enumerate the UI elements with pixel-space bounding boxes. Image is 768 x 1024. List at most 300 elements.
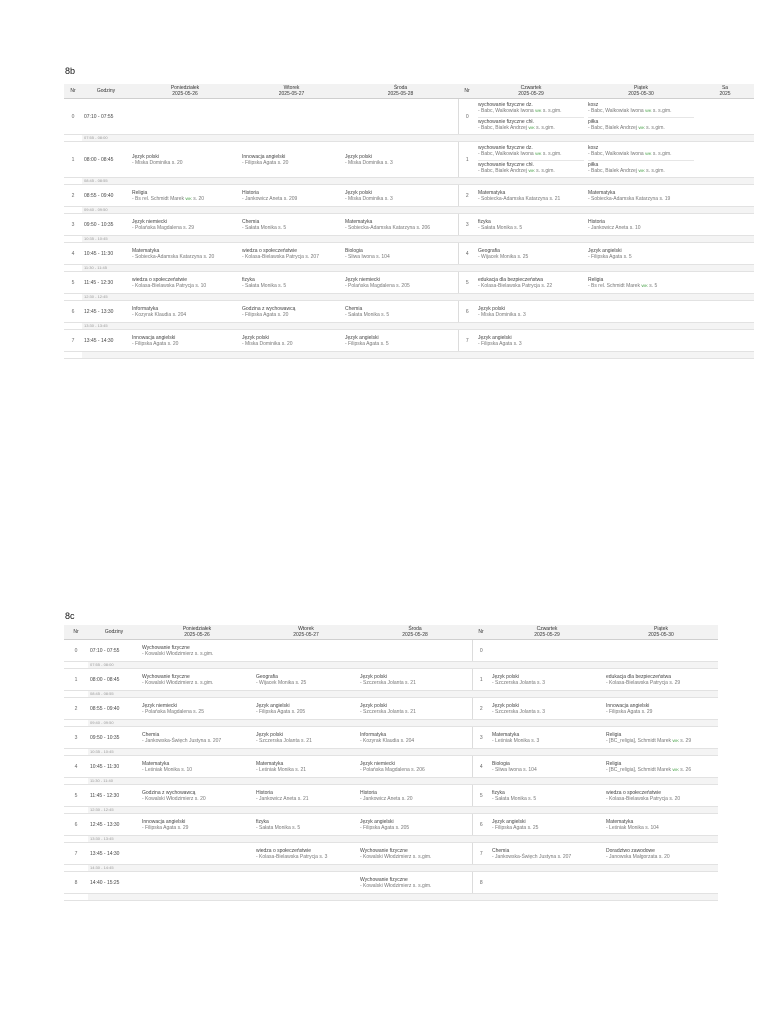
lesson-entry[interactable] (588, 117, 694, 131)
lesson-cell (696, 214, 754, 236)
break-cell (343, 294, 458, 301)
lesson-entry[interactable] (588, 160, 694, 174)
lesson-entry[interactable] (242, 277, 341, 289)
lesson-details (360, 854, 470, 860)
break-cell (586, 294, 696, 301)
lesson-room: s. 25 (517, 253, 529, 260)
break-cell (490, 865, 604, 872)
lesson-entry[interactable] (360, 877, 470, 889)
lesson-entry[interactable] (492, 790, 602, 802)
lesson-details (345, 341, 456, 347)
break-cell (343, 236, 458, 243)
lesson-cell (604, 814, 718, 836)
break-cell (490, 691, 604, 698)
lesson-cell (140, 872, 254, 894)
lesson-row (64, 330, 754, 352)
break-cell (604, 865, 718, 872)
lesson-entry[interactable] (256, 674, 356, 686)
lesson-entry[interactable] (132, 335, 238, 347)
lesson-subject: kosz (588, 145, 599, 151)
lesson-details (345, 254, 456, 260)
header-day-date: 2025-05-27 (278, 91, 305, 97)
lesson-cell (696, 301, 754, 323)
lesson-room: s. s.gim. (652, 108, 672, 114)
lesson-cell (604, 872, 718, 894)
break-time: 12:30 - 12:45 (88, 807, 140, 814)
lesson-number-mid: 7 (458, 330, 476, 352)
break-cell (254, 720, 358, 727)
lesson-entry[interactable] (256, 790, 356, 802)
lesson-teacher: - [BC_religia], Schmidt Marek (606, 766, 672, 773)
lesson-subject: wychowanie fizyczne dz. (478, 102, 533, 108)
lesson-entry[interactable] (132, 248, 238, 260)
lesson-entry[interactable] (588, 145, 694, 157)
header-hours: Godziny (88, 625, 140, 640)
lesson-entry[interactable] (360, 674, 470, 686)
lesson-details (606, 709, 716, 715)
lesson-subject: piłka (588, 162, 599, 168)
lesson-teacher: - Kolasa-Bielawska Patrycja (132, 282, 194, 289)
lesson-cell (343, 99, 458, 135)
lesson-entry[interactable] (360, 848, 470, 860)
lesson-room: s. s.gim. (652, 151, 672, 157)
wk-badge: WK (535, 151, 542, 156)
lesson-subject: kosz (588, 102, 599, 108)
lesson-entry[interactable] (478, 219, 584, 231)
lesson-cell (696, 142, 754, 178)
lesson-teacher: - Sałata Monika (478, 224, 513, 231)
break-cell (254, 691, 358, 698)
lesson-number: 2 (64, 698, 88, 720)
lesson-details (492, 796, 602, 802)
lesson-entry[interactable] (360, 703, 470, 715)
lesson-subject: Język polski (492, 702, 519, 709)
lesson-entry[interactable] (478, 102, 584, 114)
lesson-number-mid: 1 (472, 669, 490, 691)
break-cell (240, 323, 343, 330)
lesson-room: s. 20 (167, 340, 179, 347)
lesson-room: s. 20 (658, 853, 670, 860)
lesson-subject: Matematyka (588, 189, 616, 196)
wk-badge: WK (528, 168, 535, 173)
header-day (490, 625, 604, 640)
lesson-room: s. s.gim. (542, 151, 562, 157)
lesson-room: s. 10 (195, 282, 207, 289)
break-cell (343, 135, 458, 142)
lesson-teacher: - Miska Dominika (345, 195, 384, 202)
lesson-teacher: - Kolasa-Bielawska Patrycja (606, 795, 668, 802)
lesson-cell (490, 727, 604, 749)
lesson-number: 4 (64, 756, 88, 778)
lesson-teacher: - Sobiecka-Adamska Katarzyna (588, 195, 659, 202)
lesson-entry[interactable] (142, 645, 252, 657)
lesson-details (256, 709, 356, 715)
lesson-subject: Godzina z wychowawcą (142, 789, 196, 796)
lesson-entry[interactable] (478, 145, 584, 157)
lesson-cell (343, 142, 458, 178)
break-cell (696, 178, 754, 185)
lesson-details (256, 854, 356, 860)
header-day-name: Czwartek (536, 626, 558, 632)
header-day (586, 84, 696, 99)
lesson-cell (240, 272, 343, 294)
lesson-room: s. 5 (528, 795, 537, 802)
break-cell (604, 778, 718, 785)
lesson-entry[interactable] (256, 732, 356, 744)
lesson-entry[interactable] (606, 790, 716, 802)
lesson-subject: Innowacja angielski (242, 153, 286, 160)
lesson-details (132, 254, 238, 260)
break-cell (476, 294, 586, 301)
break-cell (696, 294, 754, 301)
lesson-subject: Język polski (132, 153, 159, 160)
header-day-date: 2025-05-28 (402, 632, 428, 638)
lesson-room: s. 209 (283, 195, 298, 202)
break-cell (130, 265, 240, 272)
lesson-entry[interactable] (345, 219, 456, 231)
lesson-cell (140, 814, 254, 836)
break-cell (472, 691, 490, 698)
lesson-teacher: - Filipska Agata (256, 708, 291, 715)
lesson-room: s. 5 (514, 224, 523, 231)
lesson-entry[interactable] (345, 335, 456, 347)
header-nr: Nr (64, 84, 82, 99)
header-day-date: 2025-05-29 (534, 632, 560, 638)
lesson-entry[interactable] (492, 848, 602, 860)
lesson-subject: Matematyka (606, 818, 634, 825)
lesson-teacher: - Jankowska-Święch Justyna (492, 853, 557, 860)
lesson-entry[interactable] (606, 674, 716, 686)
lesson-hours: 11:45 - 12:30 (88, 785, 140, 807)
lesson-entry[interactable] (606, 761, 716, 773)
lesson-entry[interactable] (588, 277, 694, 289)
lesson-details (256, 680, 356, 686)
lesson-room: s. 206 (411, 766, 425, 773)
lesson-cell (254, 843, 358, 865)
lesson-entry[interactable] (345, 248, 456, 260)
lesson-subject: Religia (132, 189, 148, 196)
lesson-teacher: - Kolasa-Bielawska Patrycja (256, 853, 318, 860)
lesson-number-mid: 4 (472, 756, 490, 778)
lesson-cell (254, 872, 358, 894)
lesson-entry[interactable] (242, 335, 341, 347)
break-cell (696, 236, 754, 243)
lesson-subject: Religia (606, 731, 622, 738)
lesson-subject: Wychowanie fizyczne (360, 876, 408, 883)
lesson-entry[interactable] (345, 190, 456, 202)
break-cell (130, 323, 240, 330)
lesson-cell (476, 272, 586, 294)
lesson-details (132, 196, 238, 202)
lesson-details (588, 283, 694, 289)
lesson-subject: wiedza o społeczeństwie (242, 247, 298, 254)
lesson-entry[interactable] (242, 190, 341, 202)
lesson-entry[interactable] (132, 190, 238, 202)
lesson-subject: Doradztwo zawodowe (606, 847, 655, 854)
break-spacer (64, 294, 82, 301)
lesson-entry[interactable] (588, 248, 694, 260)
lesson-subject: Język angielski (588, 247, 622, 254)
break-spacer (64, 778, 88, 785)
lesson-entry[interactable] (142, 790, 252, 802)
break-cell (696, 265, 754, 272)
lesson-details (606, 825, 716, 831)
lesson-entry[interactable] (360, 819, 470, 831)
lesson-entry[interactable] (478, 335, 584, 347)
lesson-entry[interactable] (256, 819, 356, 831)
lesson-subject: wychowanie fizyczne chł. (478, 162, 534, 168)
break-spacer (64, 662, 88, 669)
lesson-subject: Godzina z wychowawcą (242, 305, 296, 312)
break-row (64, 265, 754, 272)
lesson-entry[interactable] (132, 277, 238, 289)
lesson-teacher: - Leśniak Monika (606, 824, 644, 831)
lesson-room: s. 29 (669, 679, 681, 686)
break-cell (130, 135, 240, 142)
break-spacer (64, 207, 82, 214)
lesson-entry[interactable] (142, 761, 252, 773)
lesson-subject: Historia (588, 218, 605, 225)
lesson-cell (240, 142, 343, 178)
class-title-8b: 8b (65, 66, 76, 76)
lesson-entry[interactable] (606, 819, 716, 831)
lesson-teacher: - Kolasa-Bielawska Patrycja (606, 679, 668, 686)
lesson-entry[interactable] (478, 190, 584, 202)
break-row (64, 352, 754, 359)
lesson-row (64, 272, 754, 294)
lesson-row (64, 814, 718, 836)
lesson-teacher: - Miska Dominika (345, 159, 384, 166)
lesson-entry[interactable] (478, 277, 584, 289)
lesson-subject: Matematyka (142, 760, 170, 767)
break-cell (358, 778, 472, 785)
break-cell (490, 662, 604, 669)
lesson-entry[interactable] (588, 190, 694, 202)
lesson-details (360, 709, 470, 715)
lesson-entry[interactable] (360, 790, 470, 802)
lesson-subject: Historia (242, 189, 259, 196)
lesson-hours: 08:55 - 09:40 (82, 185, 130, 207)
lesson-cell (476, 185, 586, 207)
lesson-entry[interactable] (132, 154, 238, 166)
wk-badge: WK (185, 195, 192, 201)
lesson-number: 7 (64, 330, 82, 352)
header-day-date: 2025-05-27 (293, 632, 319, 638)
lesson-row (64, 669, 718, 691)
lesson-number: 2 (64, 185, 82, 207)
lesson-teacher: - Jankowicz Aneta (588, 224, 629, 231)
lesson-cell (490, 756, 604, 778)
lesson-room: s. 3 (319, 853, 328, 860)
break-cell (130, 207, 240, 214)
break-spacer (64, 691, 88, 698)
lesson-hours: 10:45 - 11:30 (82, 243, 130, 265)
lesson-entry[interactable] (142, 819, 252, 831)
lesson-cell (586, 185, 696, 207)
lesson-entry[interactable] (478, 160, 584, 174)
header-day-date: 2025-05-26 (184, 632, 210, 638)
lesson-entry[interactable] (132, 306, 238, 318)
break-spacer (64, 720, 88, 727)
lesson-entry[interactable] (345, 306, 456, 318)
lesson-entry[interactable] (345, 277, 456, 289)
break-cell (130, 352, 240, 359)
lesson-subject: wiedza o społeczeństwie (132, 276, 188, 283)
lesson-subject: Matematyka (492, 731, 520, 738)
lesson-teacher: - Kowalski Włodzimierz (360, 882, 412, 889)
lesson-row (64, 727, 718, 749)
lesson-room: s. 21 (295, 766, 307, 773)
lesson-entry[interactable] (360, 732, 470, 744)
lesson-entry[interactable] (256, 703, 356, 715)
header-day (604, 625, 718, 640)
break-cell (140, 778, 254, 785)
lesson-entry[interactable] (588, 219, 694, 231)
lesson-hours: 12:45 - 13:30 (88, 814, 140, 836)
lesson-details (360, 738, 470, 744)
lesson-teacher: - Sobiecka-Adamska Katarzyna (345, 224, 416, 231)
lesson-cell (358, 727, 472, 749)
lesson-room: s. 205 (291, 708, 306, 715)
break-cell (458, 265, 476, 272)
lesson-details (478, 254, 584, 260)
lesson-cell (586, 301, 696, 323)
lesson-entry[interactable] (478, 248, 584, 260)
lesson-entry[interactable] (242, 306, 341, 318)
lesson-entry[interactable] (478, 306, 584, 318)
lesson-cell (358, 814, 472, 836)
lesson-room: s. 204 (400, 737, 415, 744)
break-time: 09:40 - 09:50 (88, 720, 140, 727)
lesson-details (132, 312, 238, 318)
break-cell (140, 807, 254, 814)
lesson-entry[interactable] (588, 102, 694, 114)
break-time: 09:40 - 09:50 (82, 207, 130, 214)
break-cell (140, 865, 254, 872)
lesson-cell (696, 243, 754, 265)
lesson-details (478, 125, 584, 131)
lesson-room: s. s.gim. (646, 168, 665, 174)
lesson-entry[interactable] (132, 219, 238, 231)
lesson-cell (254, 785, 358, 807)
lesson-subject: Język polski (242, 334, 269, 341)
lesson-teacher: - Filipska Agata (606, 708, 641, 715)
break-cell (472, 894, 490, 901)
lesson-number: 6 (64, 301, 82, 323)
lesson-details (242, 225, 341, 231)
lesson-subject: Wychowanie fizyczne (142, 644, 190, 651)
lesson-teacher: - [BC_religia], Schmidt Marek (606, 737, 672, 744)
lesson-entry[interactable] (492, 674, 602, 686)
lesson-cell (240, 99, 343, 135)
lesson-details (588, 125, 694, 131)
lesson-entry[interactable] (242, 248, 341, 260)
break-cell (476, 265, 586, 272)
lesson-entry[interactable] (256, 761, 356, 773)
wk-badge: WK (638, 168, 645, 173)
break-cell (130, 294, 240, 301)
lesson-entry[interactable] (492, 732, 602, 744)
lesson-teacher: - Sobiecka-Adamska Katarzyna (478, 195, 549, 202)
break-cell (696, 207, 754, 214)
break-cell (358, 894, 472, 901)
lesson-details (492, 854, 602, 860)
lesson-entry[interactable] (492, 703, 602, 715)
lesson-entry[interactable] (142, 674, 252, 686)
lesson-subject: Informatyka (360, 731, 387, 738)
lesson-entry[interactable] (606, 703, 716, 715)
lesson-room: s. 25 (193, 708, 204, 715)
break-cell (254, 778, 358, 785)
lesson-entry[interactable] (478, 117, 584, 131)
lesson-entry[interactable] (242, 154, 341, 166)
lesson-teacher: - Miska Dominika (132, 159, 171, 166)
lesson-subject: Język polski (360, 702, 387, 709)
lesson-entry[interactable] (492, 819, 602, 831)
break-cell (604, 894, 718, 901)
timetable-8c-grid (64, 625, 718, 901)
break-cell (358, 807, 472, 814)
lesson-teacher: - Babc, Bialek Andrzej (588, 168, 637, 174)
lesson-subject: Język polski (345, 153, 372, 160)
lesson-entry[interactable] (242, 219, 341, 231)
lesson-entry[interactable] (606, 732, 716, 744)
lesson-teacher: - Leśniak Monika (492, 737, 530, 744)
lesson-teacher: - Kowalski Włodzimierz (142, 650, 194, 657)
lesson-room: s. 104 (645, 824, 659, 831)
break-cell (472, 749, 490, 756)
break-cell (130, 236, 240, 243)
header-day-name: Czwartek (520, 85, 542, 91)
header-day-name: Poniedziałek (182, 626, 212, 632)
lesson-number: 4 (64, 243, 82, 265)
lesson-entry[interactable] (606, 848, 716, 860)
break-time: 07:55 - 08:00 (88, 662, 140, 669)
break-row (64, 691, 718, 698)
lesson-entry[interactable] (360, 761, 470, 773)
lesson-room: s. 5 (380, 340, 389, 347)
break-spacer (64, 135, 82, 142)
lesson-entry[interactable] (345, 154, 456, 166)
lesson-subject: Język angielski (360, 818, 394, 825)
lesson-cell (490, 785, 604, 807)
lesson-room: s. 19 (659, 195, 671, 202)
break-spacer (64, 894, 88, 901)
lesson-subject: Język niemiecki (132, 218, 168, 225)
break-row (64, 135, 754, 142)
lesson-entry[interactable] (492, 761, 602, 773)
lesson-entry[interactable] (142, 732, 252, 744)
lesson-subject: Język niemiecki (142, 702, 178, 709)
lesson-room: s. 20 (193, 195, 205, 202)
lesson-subject: wiedza o społeczeństwie (606, 789, 662, 796)
lesson-room: s. 20 (194, 795, 206, 802)
header-day-name: Poniedziałek (170, 85, 200, 91)
lesson-entry[interactable] (256, 848, 356, 860)
break-cell (240, 207, 343, 214)
header-nr: Nr (64, 625, 88, 640)
break-cell (604, 720, 718, 727)
lesson-teacher: - Jankowicz Aneta (242, 195, 283, 202)
lesson-entry[interactable] (142, 703, 252, 715)
lesson-room: s. 21 (405, 679, 416, 686)
lesson-details (142, 825, 252, 831)
lesson-details (588, 151, 694, 157)
lesson-details (242, 283, 341, 289)
lesson-cell (130, 214, 240, 236)
lesson-subject: Matematyka (132, 247, 160, 254)
lesson-number: 5 (64, 272, 82, 294)
